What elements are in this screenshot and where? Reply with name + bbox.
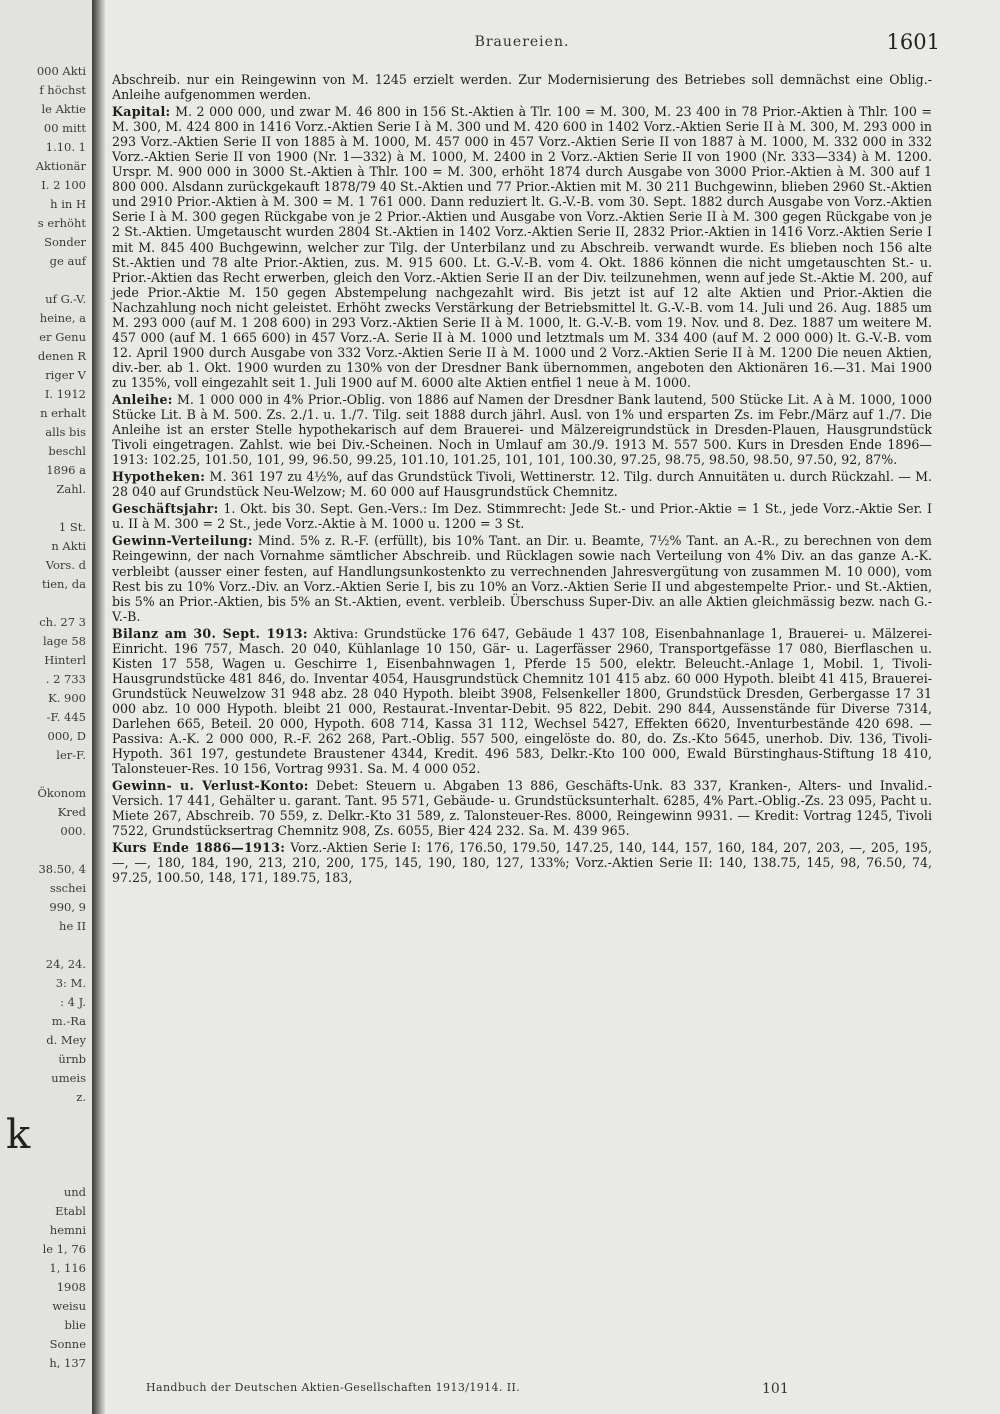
fragment-line: d. Mey bbox=[46, 1033, 86, 1047]
paragraph-text: Debet: Steuern u. Abgaben 13 886, Geschäfts-Unk. 83 337, Kranken-, Alters- und Invalid.-Versich. 17 441, Gehälter u. garant. Tant. 95 571, Gebäude- u. Grundstücksunterhalt. 6285, 4% Part.-Oblig.-Zs. 23 095, Pacht u. Miete 267, Abschreib. 70 559, z. Delkr.-Kto 31 589, z. Talonsteuer-Res. 8000, Reingewinn 9931. — Kredit: Vortrag 1245, Tivoli 7522, Grundstücksertrag Chemnitz 908, Zs. 6055, Bier 424 232. Sa. M. 439 965. bbox=[112, 778, 932, 839]
mortgage-section bbox=[112, 469, 932, 499]
fragment-line: blie bbox=[64, 1318, 86, 1332]
fragment-line: und bbox=[63, 1185, 86, 1199]
loan-section bbox=[112, 392, 932, 467]
fragment-line: riger V bbox=[45, 368, 86, 382]
fragment-line: ler-F. bbox=[56, 748, 86, 762]
fragment-line: I. 1912 bbox=[44, 387, 86, 401]
fragment-line: er Genu bbox=[39, 330, 86, 344]
fragment-line: Kred bbox=[57, 805, 86, 819]
balance-sheet-section bbox=[112, 626, 932, 776]
fragment-line: h in H bbox=[50, 197, 86, 211]
intro-paragraph bbox=[112, 72, 932, 102]
fragment-line bbox=[0, 271, 92, 290]
fragment-line: 1 St. bbox=[58, 520, 86, 534]
fragment-line: . 2 733 bbox=[45, 672, 86, 686]
section-label: Kurs Ende 1886—1913: bbox=[112, 840, 286, 856]
section-label: Kapital: bbox=[112, 104, 171, 120]
fragment-line: 990, 9 bbox=[49, 900, 86, 914]
fragment-line: n erhalt bbox=[40, 406, 86, 420]
fragment-line: I. 2 100 bbox=[41, 178, 86, 192]
fragment-line bbox=[0, 765, 92, 784]
publication-credit: Handbuch der Deutschen Aktien-Gesellschaften 1913/1914. II. bbox=[146, 1381, 521, 1394]
fragment-line: 38.50, 4 bbox=[38, 862, 86, 876]
fragment-line: h, 137 bbox=[49, 1356, 86, 1370]
paragraph-text: Vorz.-Aktien Serie I: 176, 176.50, 179.50, 147.25, 140, 144, 157, 160, 184, 207, 203, —, 205, 195, —, —, 180, 184, 190, 213, 210, 200, 175, 145, 190, 180, 127, 133%; Vorz.-Aktien Serie II: 140, 138.75, 145, 98, 76.50, 74, 97.25, 100.50, 148, 171, 189.75, 183, bbox=[112, 840, 932, 886]
section-label: Geschäftsjahr: bbox=[112, 501, 219, 517]
paragraph-text: Mind. 5% z. R.-F. (erfüllt), bis 10% Tant. an Dir. u. Beamte, 7½% Tant. an A.-R., zu berechnen von dem Reingewinn, der nach Vornahme sämtlicher Abschreib. und Rücklagen sowie nach Verteilung von 4% Div. an das ganze A.-K. verbleibt (ausser einer festen, auf Handlungsunkostenkto zu verrechnenden Jahresvergütung von zusammen M. 10 000), vom Rest bis zu 10% Vorz.-Div. an Vorz.-Aktien Serie I, bis zu 10% an Vorz.-Aktien Serie II und abgestempelte Prior.- und St.-Aktien, bis 5% an Prior.-Aktien, bis 5% an St.-Aktien, event. verbleib. Überschuss Super-Div. an alle Aktien gleichmässig bezw. nach G.-V.-B. bbox=[112, 533, 932, 624]
fragment-line bbox=[0, 1164, 92, 1183]
paragraph-text: M. 2 000 000, und zwar M. 46 800 in 156 St.-Aktien à Tlr. 100 = M. 300, M. 23 400 in 78 Prior.-Aktien à Thlr. 100 = M. 300, M. 424 800 in 1416 Vorz.-Aktien Serie I à M. 300 und M. 420 600 in 1402 Vorz.-Aktien Serie II à M. 300, M. 293 000 in 293 Vorz.-Aktien Serie II von 1885 à M. 1000, M. 457 000 in 457 Vorz.-Aktien Serie II von 1887 à M. 1000, M. 332 000 in 332 Vorz.-Aktien Serie II von 1900 (Nr. 1—332) à M. 1000, M. 2400 in 2 Vorz.-Aktien Serie II von 1900 (Nr. 333—334) à M. 1200. Urspr. M. 900 000 in 3000 St.-Aktien à Thlr. 100 = M. 300, erhöht 1874 durch Ausgabe von 3000 Prior.-Aktien à M. 300 auf 1 800 000. Alsdann zurückgekauft 1878/79 40 St.-Aktien und 77 Prior.-Aktien mit M. 30 211 Buchgewinn, blieben 2960 St.-Aktien und 2910 Prior.-Aktien à M. 300 = M. 1 761 000. Dann reduziert lt. G.-V.-B. vom 30. Sept. 1882 durch Ausgabe von Vorz.-Aktien Serie I à M. 300 gegen Rückgabe von je 2 Prior.-Aktien und Ausgabe von Vorz.-Aktien Serie II à M. 300 gegen Rückgabe von je 2 St.-Aktien. Umgetauscht wurden 2804 St.-Aktien in 1402 Vorz.-Aktien Serie II, 2832 Prior.-Aktien in 1416 Vorz.-Aktien Serie I mit M. 845 400 Buchgewinn, welcher zur Tilg. der Unterbilanz und zu Abschreib. verwandt wurde. Es blieben noch 156 alte St.-Aktien und 78 alte Prior.-Aktien, zus. M. 915 600. Lt. G.-V.-B. vom 4. Okt. 1886 können die nicht umgetauschten St.- u. Prior.-Aktien das Recht erwerben, gleich den Vorz.-Aktien Serie II an der Div. teilzunehmen, wenn auf jede St.-Aktie M. 200, auf jede Prior.-Aktie M. 150 gegen Abstempelung nachgezahlt wird. Bis jetzt ist auf 12 alte Aktien und Prior.-Aktien die Nachzahlung noch nicht geleistet. Erhöht zwecks Verstärkung der Betriebsmittel lt. G.-V.-B. vom 14. Juli und 26. Aug. 1885 um M. 293 000 (auf M. 1 208 600) in 293 Vorz.-Aktien Serie II à M. 1000, lt. G.-V.-B. vom 19. Nov. und 8. Dez. 1887 um weitere M. 457 000 (auf M. 1 665 600) in 457 Vorz.-A. Serie II à M. 1000 und letztmals um M. 334 400 (auf M. 2 000 000) lt. G.-V.-B. vom 12. April 1900 durch Ausgabe von 332 Vorz.-Aktien Serie II à M. 1000 und 2 Vorz.-Aktien Serie II à M. 1200 Die neuen Aktien, div.-ber. ab 1. Okt. 1900 wurden zu 130% von der Dresdner Bank übernommen, angeboten den Aktionären 16.—31. Mai 1900 zu 135%, voll eingezahlt seit 1. Juli 1900 auf M. 6000 alte Aktien entfiel 1 neue à M. 1000. bbox=[112, 104, 932, 390]
sheet-number: 101 bbox=[762, 1381, 789, 1397]
fragment-line: uf G.-V. bbox=[45, 292, 86, 306]
section-label: Bilanz am 30. Sept. 1913: bbox=[112, 625, 308, 641]
paragraph-text: Aktiva: Grundstücke 176 647, Gebäude 1 437 108, Eisenbahnanlage 1, Brauerei- u. Mälzerei-Einricht. 196 757, Masch. 20 040, Kühlanlage 10 150, Gär- u. Lagerfässer 2960, Transportgefässe 17 080, Bierflaschen u. Kisten 17 558, Wagen u. Geschirre 1, Eisenbahnwagen 1, Pferde 15 500, elektr. Beleucht.-Anlage 1, Mobil. 1, Tivoli-Hausgrundstücke 481 846, do. Inventar 4054, Hausgrundstück Chemnitz 101 415 abz. 60 000 Hypoth. bleibt 41 415, Brauerei-Grundstück Neuwelzow 31 948 abz. 28 040 Hypoth. bleibt 3908, Felsenkeller 1800, Grundstück Dresden, Gerbergasse 17 31 000 abz. 10 000 Hypoth. bleibt 21 000, Restaurat.-Inventar-Debit. 95 822, Debit. 290 844, Aussenstände für Diverse 7314, Darlehen 665, Beteil. 20 000, Hypoth. 608 714, Kassa 31 112, Wechsel 5427, Effekten 6620, Inventurbestände 420 698. — Passiva: A.-K. 2 000 000, R.-F. 262 268, Part.-Oblig. 557 500, eingelöste do. 80, do. Zs.-Kto 5645, unerhob. Div. 136, Tivoli-Hypoth. 361 197, gestundete Braustener 4344, Kredit. 496 583, Delkr.-Kto 100 000, Ewald Bürstinghaus-Stiftung 18 410, Talonsteuer-Res. 10 156, Vortrag 9931. Sa. M. 4 000 052. bbox=[112, 625, 932, 777]
fragment-line: Etabl bbox=[55, 1204, 86, 1218]
fragment-line: sschei bbox=[49, 881, 86, 895]
fragment-line: alls bis bbox=[45, 425, 86, 439]
fragment-line: ch. 27 3 bbox=[39, 615, 86, 629]
fragment-line: 000, D bbox=[47, 729, 86, 743]
fragment-line: tien, da bbox=[41, 577, 86, 591]
fragment-line bbox=[0, 936, 92, 955]
adjacent-page-initial: k bbox=[6, 1112, 31, 1158]
section-label: Gewinn-Verteilung: bbox=[112, 533, 253, 549]
fragment-line: m.-Ra bbox=[51, 1014, 86, 1028]
fragment-line: weisu bbox=[52, 1299, 86, 1313]
fragment-line: umeis bbox=[51, 1071, 86, 1085]
share-price-section bbox=[112, 840, 932, 885]
section-label: Hypotheken: bbox=[112, 469, 206, 485]
fragment-line bbox=[0, 499, 92, 518]
adjacent-page-fragment bbox=[0, 0, 92, 1414]
section-label: Gewinn- u. Verlust-Konto: bbox=[112, 778, 309, 794]
paragraph-text: M. 1 000 000 in 4% Prior.-Oblig. von 1886 auf Namen der Dresdner Bank lautend, 500 Stücke Lit. A à M. 1000, 1000 Stücke Lit. B à M. 500. Zs. 2./1. u. 1./7. Tilg. seit 1888 durch jährl. Ausl. von 1% und ersparten Zs. im Febr./März auf 1./7. Die Anleihe ist an erster Stelle hypothekarisch auf dem Brauerei- und Mälzereigrundstück in Dresden-Plauen, Hausgrundstück Tivoli eingetragen. Zahlst. wie bei Div.-Scheinen. Noch in Umlauf am 30./9. 1913 M. 557 500. Kurs in Dresden Ende 1896—1913: 102.25, 101.50, 101, 99, 96.50, 99.25, 101.10, 101.25, 101, 101, 100.30, 97.25, 98.75, 98.50, 98.50, 97.50, 92, 87%. bbox=[112, 391, 932, 468]
profit-loss-section bbox=[112, 778, 932, 838]
fragment-line: z. bbox=[76, 1090, 86, 1104]
fragment-line: Aktionär bbox=[35, 159, 86, 173]
page-number: 1601 bbox=[886, 30, 940, 54]
body-text bbox=[112, 72, 932, 885]
fragment-line: 1896 a bbox=[46, 463, 86, 477]
fragment-line: 3: M. bbox=[55, 976, 86, 990]
fragment-line: 1.10. 1 bbox=[45, 140, 86, 154]
fiscal-year-section bbox=[112, 501, 932, 531]
capital-section bbox=[112, 104, 932, 390]
fragment-line: ge auf bbox=[49, 254, 86, 268]
running-title: Brauereien. bbox=[474, 34, 570, 50]
paragraph-text: M. 361 197 zu 4½%, auf das Grundstück Tivoli, Wettinerstr. 12. Tilg. durch Annuitäten u. durch Rückzahl. — M. 28 040 auf Grundstück Neu-Welzow; M. 60 000 auf Hausgrundstück Chemnitz. bbox=[112, 469, 932, 500]
fragment-line: le Aktie bbox=[41, 102, 86, 116]
fragment-line: 24, 24. bbox=[45, 957, 86, 971]
fragment-line: denen R bbox=[37, 349, 86, 363]
fragment-line: he II bbox=[59, 919, 86, 933]
profit-distribution-section bbox=[112, 533, 932, 623]
fragment-line bbox=[0, 594, 92, 613]
fragment-line bbox=[0, 841, 92, 860]
document-page bbox=[112, 0, 940, 1414]
fragment-line: -F. 445 bbox=[46, 710, 86, 724]
fragment-line: 1, 116 bbox=[49, 1261, 86, 1275]
fragment-line: le 1, 76 bbox=[42, 1242, 86, 1256]
fragment-line: beschl bbox=[48, 444, 86, 458]
fragment-line: Sonder bbox=[44, 235, 86, 249]
fragment-line: Vors. d bbox=[45, 558, 86, 572]
fragment-line: 000. bbox=[60, 824, 86, 838]
fragment-line: lage 58 bbox=[43, 634, 86, 648]
fragment-line: Hinterl bbox=[44, 653, 86, 667]
fragment-line: Zahl. bbox=[56, 482, 86, 496]
book-gutter bbox=[92, 0, 105, 1414]
section-label: Anleihe: bbox=[112, 391, 173, 407]
fragment-line: 000 Akti bbox=[36, 64, 86, 78]
paragraph-text: 1. Okt. bis 30. Sept. Gen.-Vers.: Im Dez. Stimmrecht: Jede St.- und Prior.-Aktie = 1 St., jede Vorz.-Aktie Ser. I u. II à M. 300 = 2 St., jede Vorz.-Aktie à M. 1000 u. 1200 = 3 St. bbox=[112, 501, 932, 532]
fragment-line: : 4 J. bbox=[60, 995, 86, 1009]
fragment-line: K. 900 bbox=[48, 691, 86, 705]
fragment-line: hemni bbox=[49, 1223, 86, 1237]
paragraph-text: Abschreib. nur ein Reingewinn von M. 1245 erzielt werden. Zur Modernisierung des Betriebes soll demnächst eine Oblig.-Anleihe aufgenommen werden. bbox=[112, 72, 932, 103]
fragment-line: heine, a bbox=[39, 311, 86, 325]
fragment-line: 00 mitt bbox=[43, 121, 86, 135]
fragment-line: Sonne bbox=[49, 1337, 86, 1351]
fragment-line: s erhöht bbox=[37, 216, 86, 230]
fragment-line: 1908 bbox=[56, 1280, 86, 1294]
fragment-line: ürnb bbox=[58, 1052, 86, 1066]
fragment-line: Ökonom bbox=[37, 786, 86, 800]
fragment-line: n Akti bbox=[51, 539, 86, 553]
fragment-line: f höchst bbox=[39, 83, 86, 97]
